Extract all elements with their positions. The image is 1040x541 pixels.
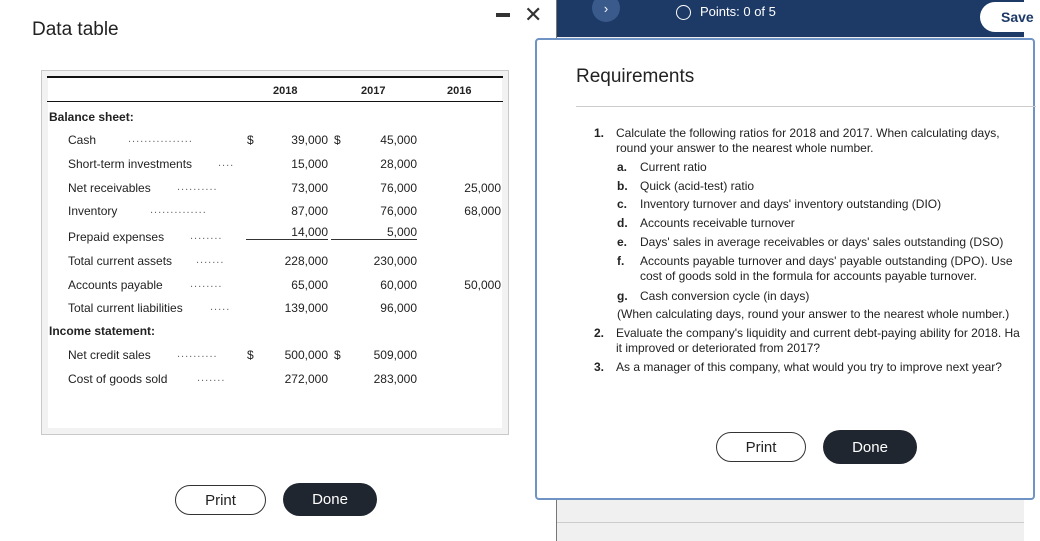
currency-sign: $: [334, 133, 341, 147]
table-row: [0, 133, 556, 151]
sub-item-cont: cost of goods sold in the formula for accounts payable turnover.: [640, 269, 977, 283]
leader-dots: .......: [196, 254, 225, 266]
print-button[interactable]: Print: [175, 485, 266, 515]
value-2017: 5,000: [331, 225, 417, 240]
value-2018: 73,000: [291, 181, 328, 195]
sub-letter: b.: [617, 179, 628, 193]
value-2018: 39,000: [291, 133, 328, 147]
save-button[interactable]: Save: [980, 2, 1040, 32]
leader-dots: ................: [128, 133, 193, 145]
sub-letter: g.: [617, 289, 628, 303]
value-2018: 14,000: [246, 225, 328, 240]
value-2016: 50,000: [464, 278, 501, 292]
value-2017: 45,000: [380, 133, 417, 147]
points-radio-icon: [676, 5, 691, 20]
leader-dots: .......: [197, 372, 226, 384]
close-icon[interactable]: ✕: [524, 2, 543, 27]
value-2017: 28,000: [380, 157, 417, 171]
value-2017: 96,000: [380, 301, 417, 315]
table-row: [0, 254, 556, 272]
sub-item: Quick (acid-test) ratio: [640, 179, 755, 193]
requirements-title: Requirements: [576, 66, 695, 87]
points-text: Points: 0 of 5: [700, 4, 776, 19]
table-row: [0, 278, 556, 296]
row-label: Cash: [68, 133, 97, 147]
row-label: Prepaid expenses: [68, 230, 165, 244]
leader-dots: .....: [210, 301, 231, 313]
row-label: Net credit sales: [68, 348, 151, 362]
leader-dots: ....: [218, 157, 235, 169]
requirements-rule: [576, 106, 1036, 107]
income-statement-heading: Income statement:: [49, 324, 156, 338]
table-row: [0, 372, 556, 390]
row-label: Total current assets: [68, 254, 173, 268]
table-row: [0, 225, 556, 243]
value-2018-cell: [246, 225, 330, 240]
value-2018: 272,000: [284, 372, 328, 386]
item-number: 2.: [594, 326, 605, 340]
sub-letter: f.: [617, 254, 625, 268]
requirements-print-button[interactable]: Print: [716, 432, 806, 462]
value-2017: 60,000: [380, 278, 417, 292]
currency-sign: $: [247, 348, 254, 362]
sub-letter: a.: [617, 160, 628, 174]
sub-item: Days' sales in average receivables or days' sales outstanding (DSO): [640, 235, 1004, 249]
top-bar: [557, 0, 1024, 37]
value-2017: 283,000: [373, 372, 417, 386]
row-label: Short-term investments: [68, 157, 193, 171]
minimize-icon[interactable]: [496, 13, 510, 17]
leader-dots: ........: [190, 278, 223, 290]
value-2016: 25,000: [464, 181, 501, 195]
item3-text: As a manager of this company, what would you try to improve next year?: [616, 360, 1002, 374]
item-number: 3.: [594, 360, 605, 374]
table-header-rule: [47, 101, 503, 102]
sub-item: Accounts receivable turnover: [640, 216, 795, 230]
year-header-2018: 2018: [273, 85, 298, 97]
year-header-2016: 2016: [447, 85, 472, 97]
value-2016: 68,000: [464, 204, 501, 218]
bottom-divider: [557, 522, 1024, 523]
value-2017-cell: [331, 225, 419, 240]
sub-item: Inventory turnover and days' inventory outstanding (DIO): [640, 197, 942, 211]
item1-text-cont: round your answer to the nearest whole number.: [616, 141, 874, 155]
sub-letter: e.: [617, 235, 628, 249]
table-row: [0, 157, 556, 175]
sub-letter: d.: [617, 216, 628, 230]
leader-dots: ........: [190, 230, 223, 242]
panel-title: Data table: [32, 19, 119, 40]
row-label: Total current liabilities: [68, 301, 183, 315]
rounding-note: (When calculating days, round your answer to the nearest whole number.): [617, 307, 1010, 321]
table-row: [0, 181, 556, 199]
item2-text-cont: it improved or deteriorated from 2017?: [616, 341, 821, 355]
item2-text: Evaluate the company's liquidity and current debt-paying ability for 2018. Ha: [616, 326, 1020, 340]
item-number: 1.: [594, 126, 605, 140]
done-button[interactable]: Done: [283, 483, 377, 516]
table-row: [0, 204, 556, 222]
next-arrow-icon[interactable]: ›: [592, 0, 620, 22]
table-row: [0, 301, 556, 319]
requirements-done-button[interactable]: Done: [823, 430, 917, 464]
row-label: Cost of goods sold: [68, 372, 168, 386]
leader-dots: ..........: [177, 181, 218, 193]
row-label: Net receivables: [68, 181, 151, 195]
value-2018: 87,000: [291, 204, 328, 218]
value-2017: 509,000: [373, 348, 417, 362]
row-label: Inventory: [68, 204, 118, 218]
value-2017: 76,000: [380, 181, 417, 195]
leader-dots: ..........: [177, 348, 218, 360]
sub-item: Current ratio: [640, 160, 707, 174]
value-2018: 139,000: [284, 301, 328, 315]
value-2017: 230,000: [373, 254, 417, 268]
sub-item: Cash conversion cycle (in days): [640, 289, 810, 303]
leader-dots: ..............: [150, 204, 207, 216]
value-2017: 76,000: [380, 204, 417, 218]
currency-sign: $: [334, 348, 341, 362]
value-2018: 228,000: [284, 254, 328, 268]
balance-sheet-heading: Balance sheet:: [49, 110, 134, 124]
sub-item: Accounts payable turnover and days' payable outstanding (DPO). Use: [640, 254, 1013, 268]
row-label: Accounts payable: [68, 278, 163, 292]
value-2018: 15,000: [291, 157, 328, 171]
currency-sign: $: [247, 133, 254, 147]
table-row: [0, 348, 556, 366]
value-2018: 500,000: [284, 348, 328, 362]
item1-text: Calculate the following ratios for 2018 and 2017. When calculating days,: [616, 126, 1000, 140]
sub-letter: c.: [617, 197, 628, 211]
value-2018: 65,000: [291, 278, 328, 292]
table-top-rule: [47, 76, 503, 78]
year-header-2017: 2017: [361, 85, 386, 97]
